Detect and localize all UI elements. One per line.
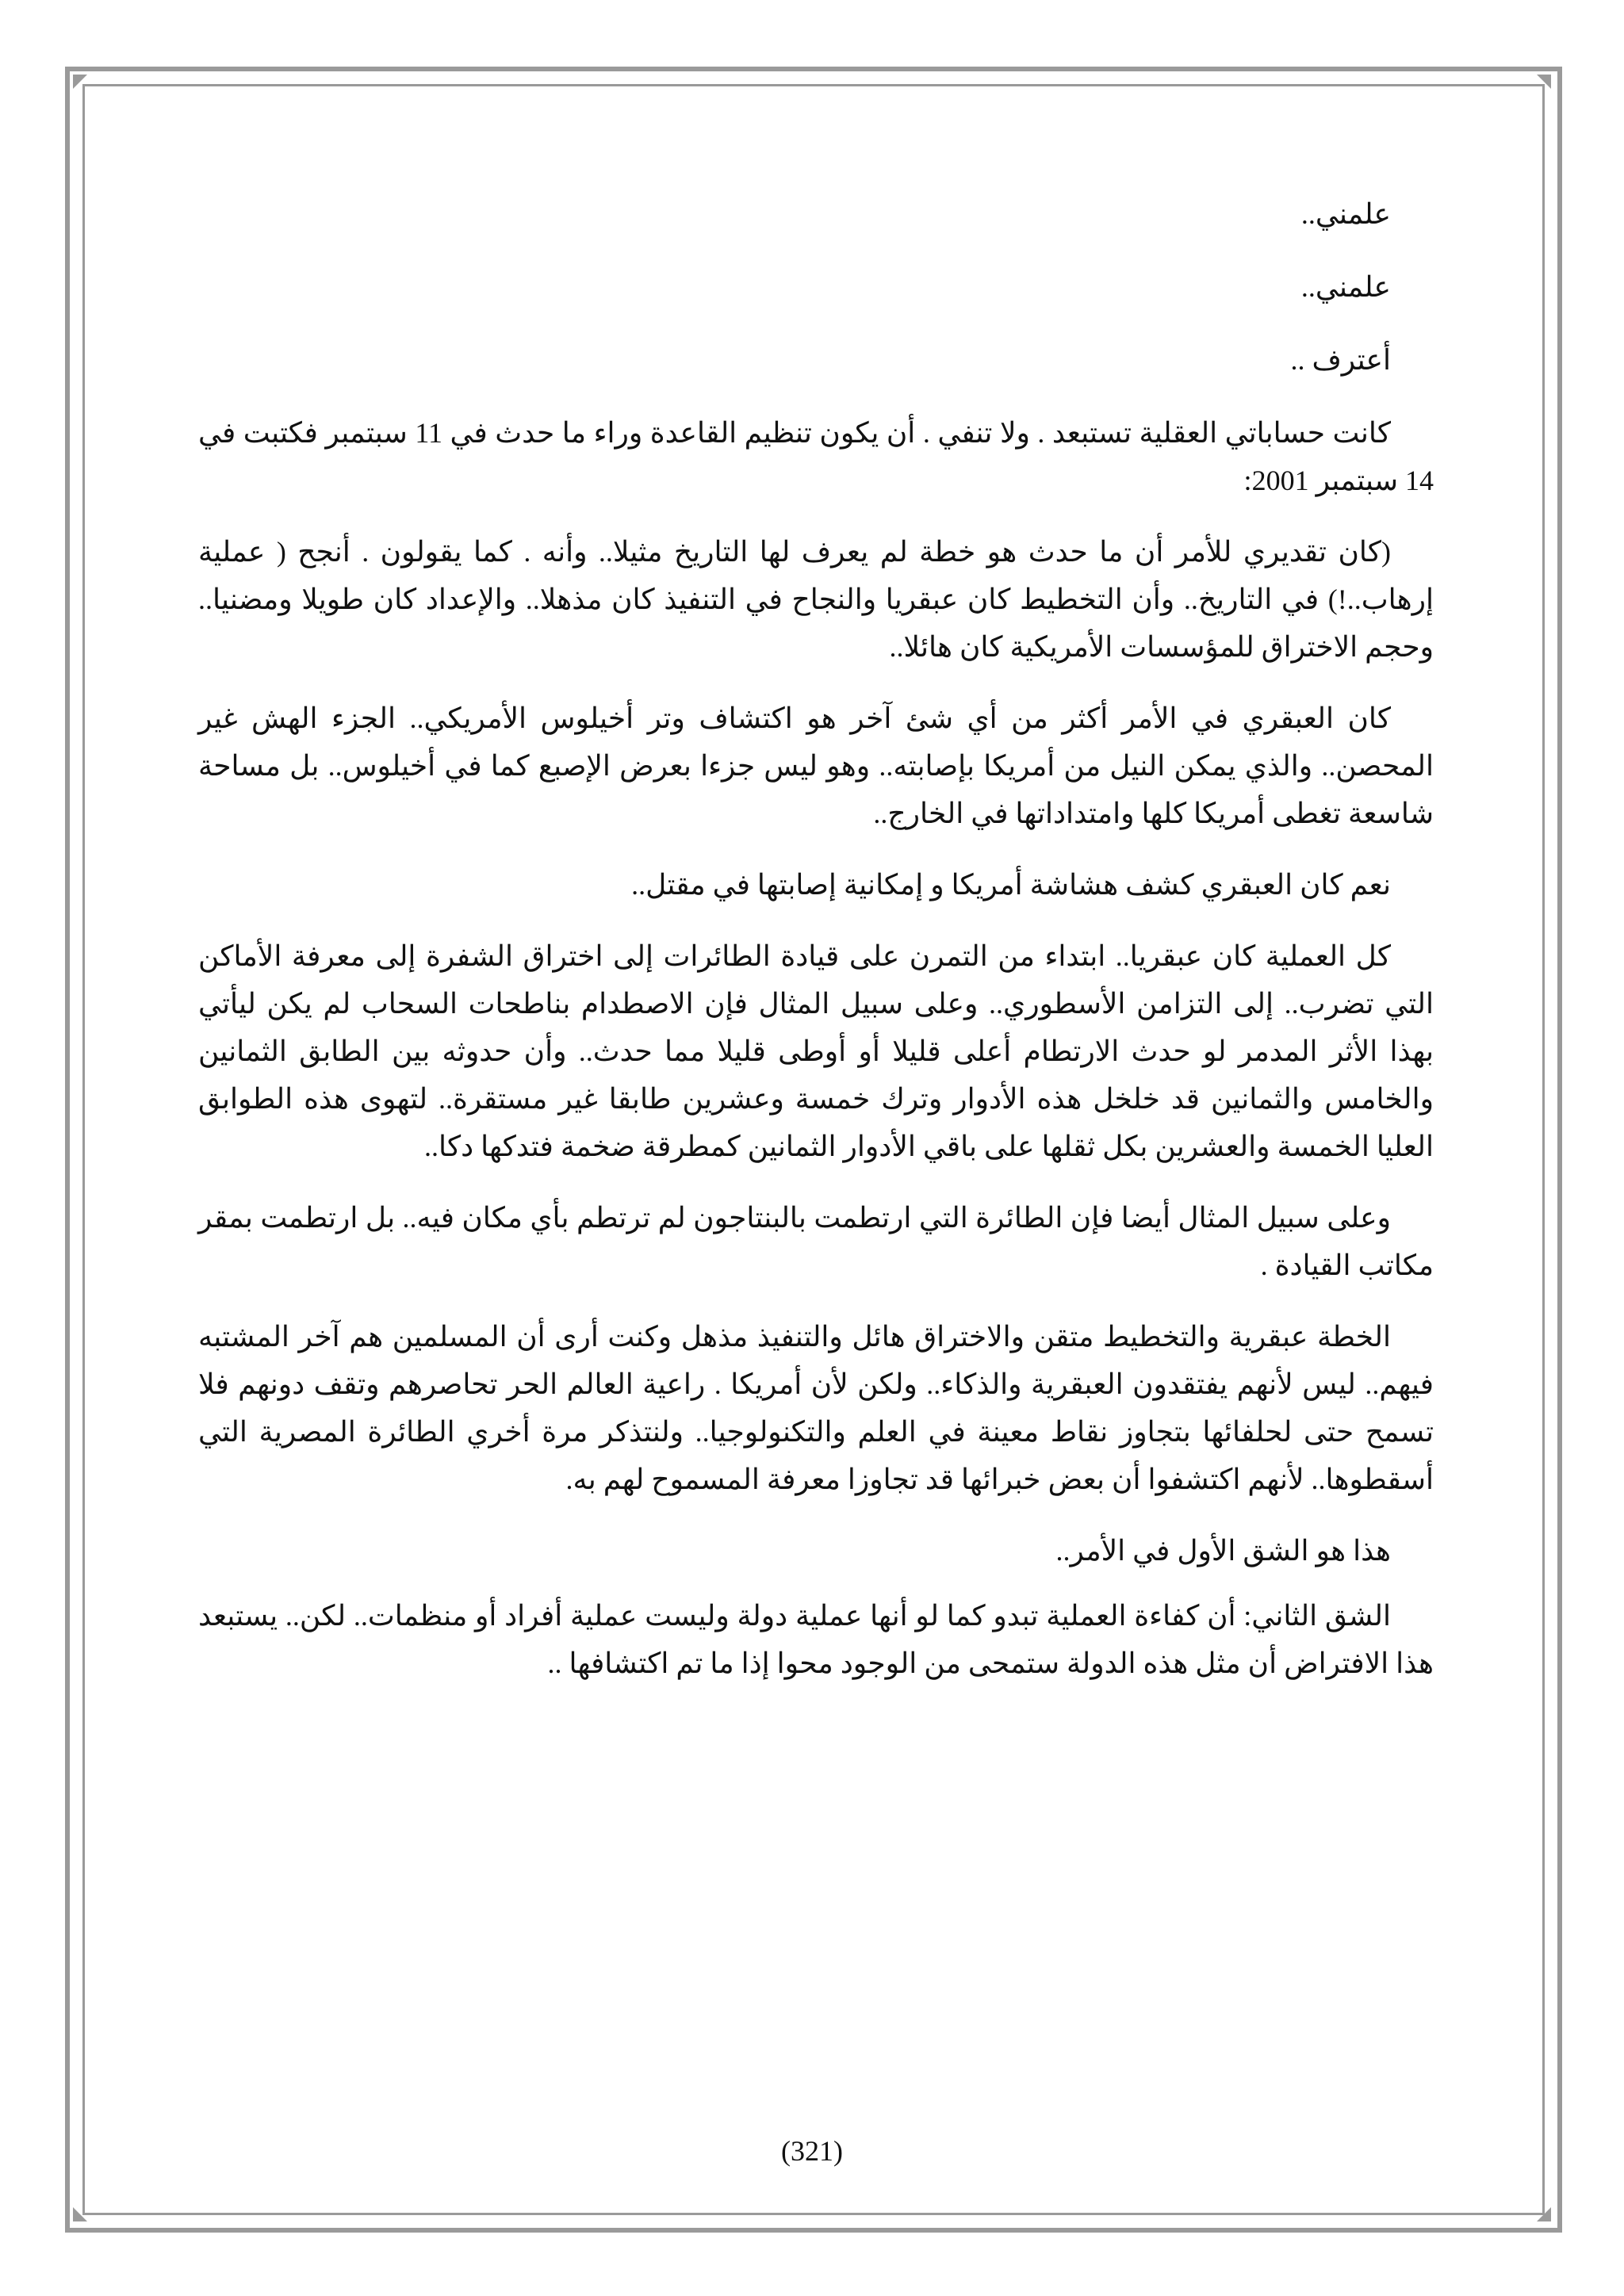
paragraph: هذا هو الشق الأول في الأمر.. (1055, 1535, 1391, 1567)
paragraph: كان العبقري في الأمر أكثر من أي شئ آخر هو اكتشاف وتر أخيلوس الأمريكي.. الجزء الهش غير المحصن.. والذي يمكن النيل من أمريكا بإصابته.. وهو ليس جزءا بعرض الإصبع كما في أخيلوس.. بل مساحة شاسعة تغطى أمريكا كلها وامتداداتها في الخارج.. (198, 702, 1434, 829)
paragraph: علمني.. (1300, 271, 1391, 303)
page-number: (321) (781, 2135, 843, 2167)
paragraph: نعم كان العبقري كشف هشاشة أمريكا و إمكانية إصابتها في مقتل.. (631, 869, 1391, 901)
frame-corner-ornament (1537, 75, 1551, 89)
paragraph: علمني.. (1300, 198, 1391, 230)
frame-corner-ornament (1537, 2207, 1551, 2221)
paragraph: الخطة عبقرية والتخطيط متقن والاختراق هائل والتنفيذ مذهل وكنت أرى أن المسلمين هم آخر المشتبه فيهم.. ليس لأنهم يفتقدون العبقرية والذكاء.. ولكن لأن أمريكا . راعية العالم الحر تحاصرهم وتقف دونهم فلا تسمح حتى لحلفائها بتجاوز نقاط معينة في العلم والتكنولوجيا.. ولنتذكر مرة أخري الطائرة المصرية التي أسقطوها.. لأنهم اكتشفوا أن بعض خبرائها قد تجاوزا معرفة المسموح لهم به. (198, 1321, 1434, 1495)
paragraph: (كان تقديري للأمر أن ما حدث هو خطة لم يعرف لها التاريخ مثيلا.. وأنه . كما يقولون . أنجح ( عملية إرهاب..!) في التاريخ.. وأن التخطيط كان عبقريا والنجاح في التنفيذ كان مذهلا.. والإعداد كان طويلا ومضنيا.. وحجم الاختراق للمؤسسات الأمريكية كان هائلا.. (198, 536, 1434, 663)
paragraph: أعترف .. (1290, 344, 1391, 376)
frame-corner-ornament (73, 75, 87, 89)
paragraph: الشق الثاني: أن كفاءة العملية تبدو كما لو أنها عملية دولة وليست عملية أفراد أو منظمات.. لكن.. يستبعد هذا الافتراض أن مثل هذه الدولة ستمحى من الوجود محوا إذا ما تم اكتشافها .. (198, 1600, 1434, 1679)
paragraph: كل العملية كان عبقريا.. ابتداء من التمرن على قيادة الطائرات إلى اختراق الشفرة إلى معرفة الأماكن التي تضرب.. إلى التزامن الأسطوري.. وعلى سبيل المثال فإن الاصطدام بناطحات السحاب لم يكن ليأتي بهذا الأثر المدمر لو حدث الارتطام أعلى قليلا أو أوطى قليلا مما حدث.. وأن حدوثه بين الطابق الثمانين والخامس والثمانين قد خلخل هذه الأدوار وترك خمسة وعشرين طابقا غير مستقرة.. لتهوى هذه الطوابق العليا الخمسة والعشرين بكل ثقلها على باقي الأدوار الثمانين كمطرقة ضخمة فتدكها دكا.. (198, 940, 1434, 1162)
page-body (198, 190, 1434, 1711)
paragraph: كانت حساباتي العقلية تستبعد . ولا تنفي . أن يكون تنظيم القاعدة وراء ما حدث في 11 سبتمبر فكتبت في 14 سبتمبر 2001: (198, 417, 1434, 496)
paragraph: وعلى سبيل المثال أيضا فإن الطائرة التي ارتطمت بالبنتاجون لم ترتطم بأي مكان فيه.. بل ارتطمت بمقر مكاتب القيادة . (198, 1202, 1434, 1281)
frame-corner-ornament (73, 2207, 87, 2221)
